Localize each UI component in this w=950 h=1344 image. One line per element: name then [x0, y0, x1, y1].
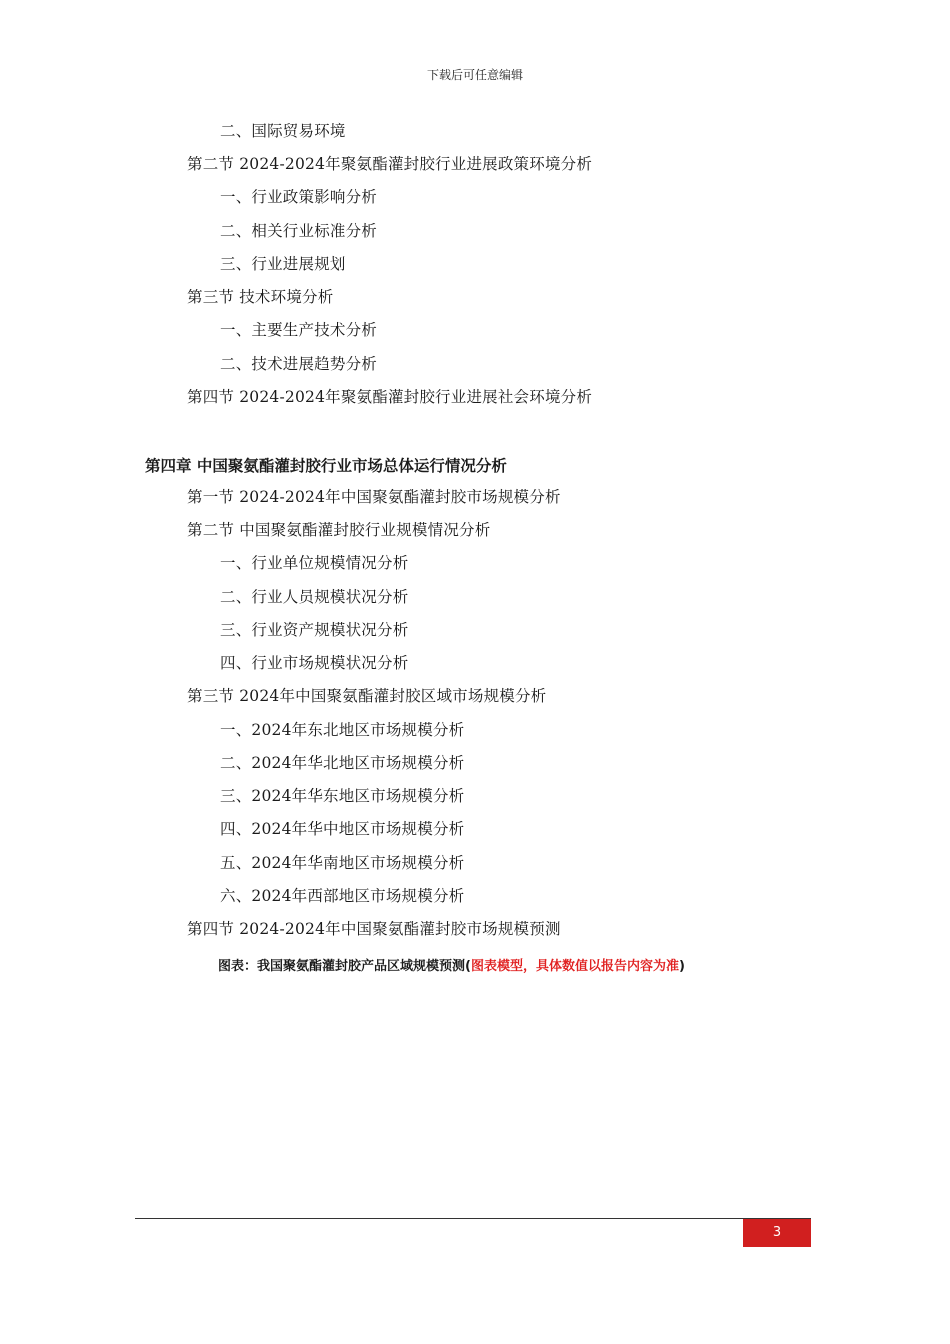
caption-close: ) [678, 959, 685, 974]
caption-note: 图表模型，具体数值以报告内容为准 [470, 959, 679, 974]
toc-item: 五、2024年华南地区市场规模分析 [220, 854, 465, 872]
chapter-heading: 第四章 中国聚氨酯灌封胶行业市场总体运行情况分析 [145, 457, 507, 475]
toc-section: 第三节 2024年中国聚氨酯灌封胶区域市场规模分析 [187, 687, 547, 705]
toc-item: 一、主要生产技术分析 [220, 321, 378, 339]
toc-item: 一、2024年东北地区市场规模分析 [220, 721, 465, 739]
toc-item: 二、技术进展趋势分析 [220, 355, 378, 373]
page-number: 3 [743, 1219, 811, 1247]
toc-item: 三、2024年华东地区市场规模分析 [220, 787, 465, 805]
toc-section: 第二节 2024-2024年聚氨酯灌封胶行业进展政策环境分析 [187, 155, 593, 173]
figure-caption [218, 955, 685, 974]
toc-item: 三、行业资产规模状况分析 [220, 621, 409, 639]
toc-item: 一、行业政策影响分析 [220, 188, 378, 206]
toc-section: 第四节 2024-2024年中国聚氨酯灌封胶市场规模预测 [187, 920, 561, 938]
toc-section: 第二节 中国聚氨酯灌封胶行业规模情况分析 [187, 521, 491, 539]
toc-item: 一、行业单位规模情况分析 [220, 554, 409, 572]
toc-section: 第一节 2024-2024年中国聚氨酯灌封胶市场规模分析 [187, 488, 561, 506]
toc-item: 六、2024年西部地区市场规模分析 [220, 887, 465, 905]
toc-item: 四、行业市场规模状况分析 [220, 654, 409, 672]
toc-item: 二、2024年华北地区市场规模分析 [220, 754, 465, 772]
toc-item: 三、行业进展规划 [220, 255, 346, 273]
toc-section: 第四节 2024-2024年聚氨酯灌封胶行业进展社会环境分析 [187, 388, 593, 406]
footer-divider [135, 1218, 811, 1219]
caption-main: 图表：我国聚氨酯灌封胶产品区域规模预测( [218, 959, 471, 974]
toc-item: 二、相关行业标准分析 [220, 222, 378, 240]
toc-item: 四、2024年华中地区市场规模分析 [220, 820, 465, 838]
toc-item: 二、行业人员规模状况分析 [220, 588, 409, 606]
page-header: 下载后可任意编辑 [426, 68, 523, 82]
toc-item: 二、国际贸易环境 [220, 122, 346, 140]
toc-section: 第三节 技术环境分析 [187, 288, 334, 306]
